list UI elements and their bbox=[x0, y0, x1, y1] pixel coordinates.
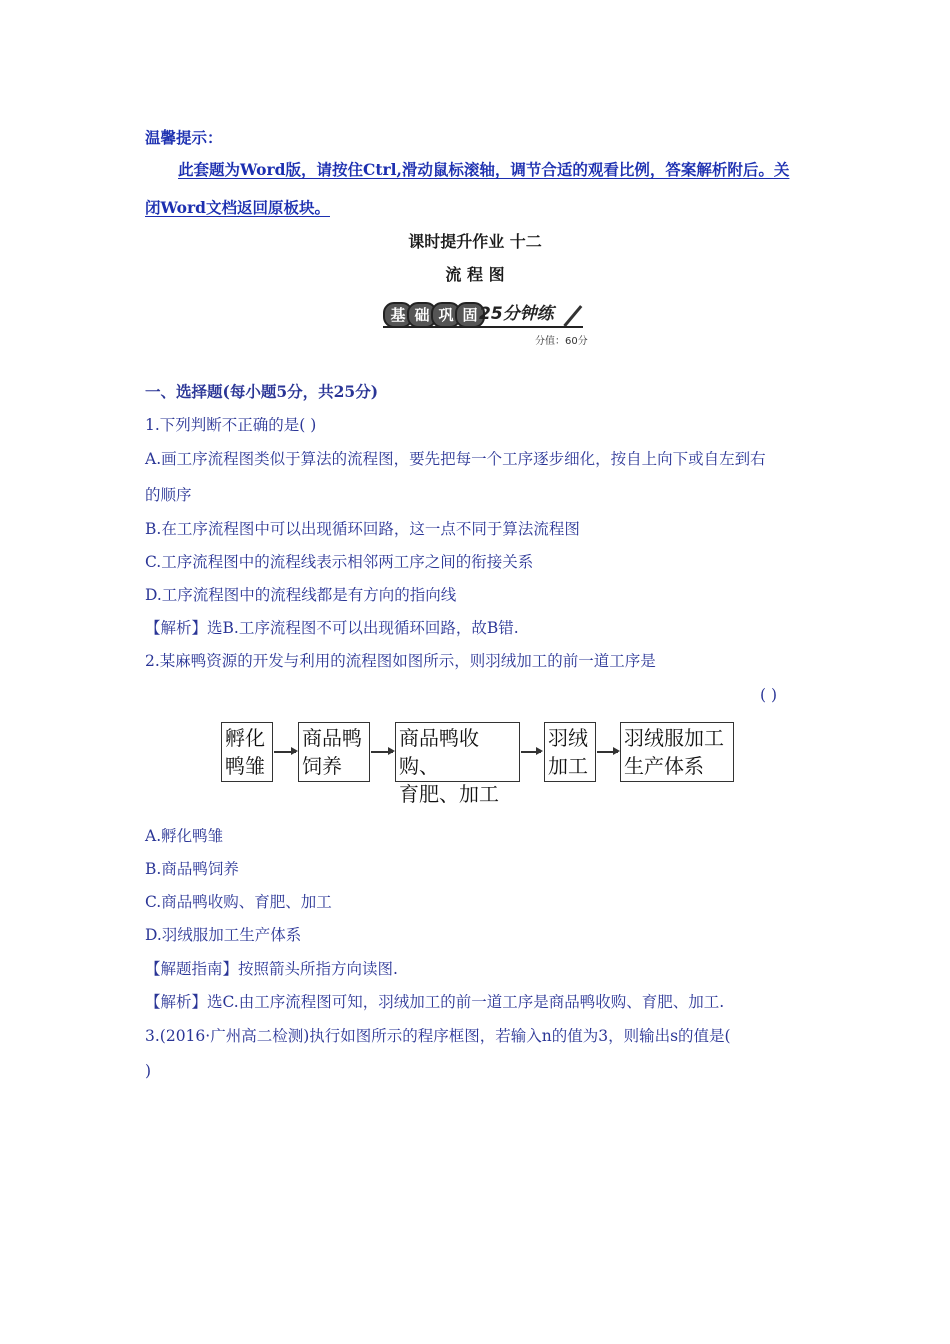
q2-guide: 【解题指南】按照箭头所指方向读图. bbox=[145, 960, 398, 978]
flow-step-4 bbox=[544, 722, 596, 782]
banner-duration: 25分钟练 bbox=[479, 304, 554, 324]
flow-step-2 bbox=[298, 722, 370, 782]
flow-arrow-4 bbox=[597, 751, 618, 753]
page-title: 课时提升作业 十二 bbox=[408, 232, 542, 251]
tip-line-1[interactable]: 此套题为Word版，请按住Ctrl,滑动鼠标滚轴，调节合适的观看比例，答案解析附后。关 bbox=[178, 160, 790, 179]
q1-option-c: C.工序流程图中的流程线表示相邻两工序之间的衔接关系 bbox=[145, 553, 534, 571]
flow-arrow-1 bbox=[274, 751, 296, 753]
tip-title: 温馨提示： bbox=[145, 128, 223, 147]
basic-consolidation-banner bbox=[383, 300, 623, 346]
flow-step-5-line1: 羽绒服加工 bbox=[624, 726, 724, 750]
page-subtitle: 流 程 图 bbox=[445, 265, 505, 284]
flow-step-3 bbox=[395, 722, 520, 806]
q1-option-b: B.在工序流程图中可以出现循环回路，这一点不同于算法流程图 bbox=[145, 520, 580, 538]
flow-step-1-line1: 孵化 bbox=[225, 726, 265, 750]
flow-step-5-line2: 生产体系 bbox=[624, 754, 704, 778]
q2-stem: 2.某麻鸭资源的开发与利用的流程图如图所示，则羽绒加工的前一道工序是 bbox=[145, 652, 656, 670]
section-title: 一、选择题(每小题5分，共25分) bbox=[145, 382, 379, 401]
flow-step-2-line2: 饲养 bbox=[302, 754, 342, 778]
flow-arrow-2 bbox=[371, 751, 393, 753]
q1-option-a-line2: 的顺序 bbox=[145, 486, 192, 504]
banner-underline bbox=[383, 326, 583, 328]
flow-step-3-line1: 商品鸭收购、 bbox=[399, 726, 479, 778]
banner-char-3: 巩 bbox=[431, 302, 461, 328]
flow-step-3-line2: 育肥、加工 bbox=[399, 782, 499, 806]
banner-score: 分值：60分 bbox=[535, 336, 588, 347]
banner-char-1: 基 bbox=[383, 302, 413, 328]
q1-option-a-line1: A.画工序流程图类似于算法的流程图，要先把每一个工序逐步细化，按自上向下或自左到右 bbox=[145, 450, 766, 468]
q1-option-d: D.工序流程图中的流程线都是有方向的指向线 bbox=[145, 586, 457, 604]
pencil-icon bbox=[563, 305, 582, 327]
banner-char-4: 固 bbox=[455, 302, 485, 328]
tip-line-2[interactable]: 闭Word文档返回原板块。 bbox=[145, 198, 330, 217]
q3-stem-cont: ) bbox=[145, 1062, 152, 1080]
q2-option-c: C.商品鸭收购、育肥、加工 bbox=[145, 893, 332, 911]
q2-answer-bracket: ( ) bbox=[760, 686, 778, 704]
q2-option-d: D.羽绒服加工生产体系 bbox=[145, 926, 302, 944]
banner-char-2: 础 bbox=[407, 302, 437, 328]
flow-arrow-3 bbox=[521, 751, 541, 753]
q1-stem: 1.下列判断不正确的是( ) bbox=[145, 416, 317, 434]
flow-step-2-line1: 商品鸭 bbox=[302, 726, 362, 750]
q2-option-b: B.商品鸭饲养 bbox=[145, 860, 239, 878]
flow-step-1-line2: 鸭雏 bbox=[225, 754, 265, 778]
q2-analysis: 【解析】选C.由工序流程图可知，羽绒加工的前一道工序是商品鸭收购、育肥、加工. bbox=[145, 993, 725, 1011]
q1-analysis: 【解析】选B.工序流程图不可以出现循环回路，故B错. bbox=[145, 619, 519, 637]
flow-step-5 bbox=[620, 722, 734, 782]
q3-stem: 3.(2016·广州高二检测)执行如图所示的程序框图，若输入n的值为3，则输出s的值是( bbox=[145, 1027, 731, 1045]
q2-option-a: A.孵化鸭雏 bbox=[145, 827, 224, 845]
flow-step-4-line2: 加工 bbox=[548, 754, 588, 778]
flow-step-1 bbox=[221, 722, 273, 782]
flow-step-4-line1: 羽绒 bbox=[548, 726, 588, 750]
